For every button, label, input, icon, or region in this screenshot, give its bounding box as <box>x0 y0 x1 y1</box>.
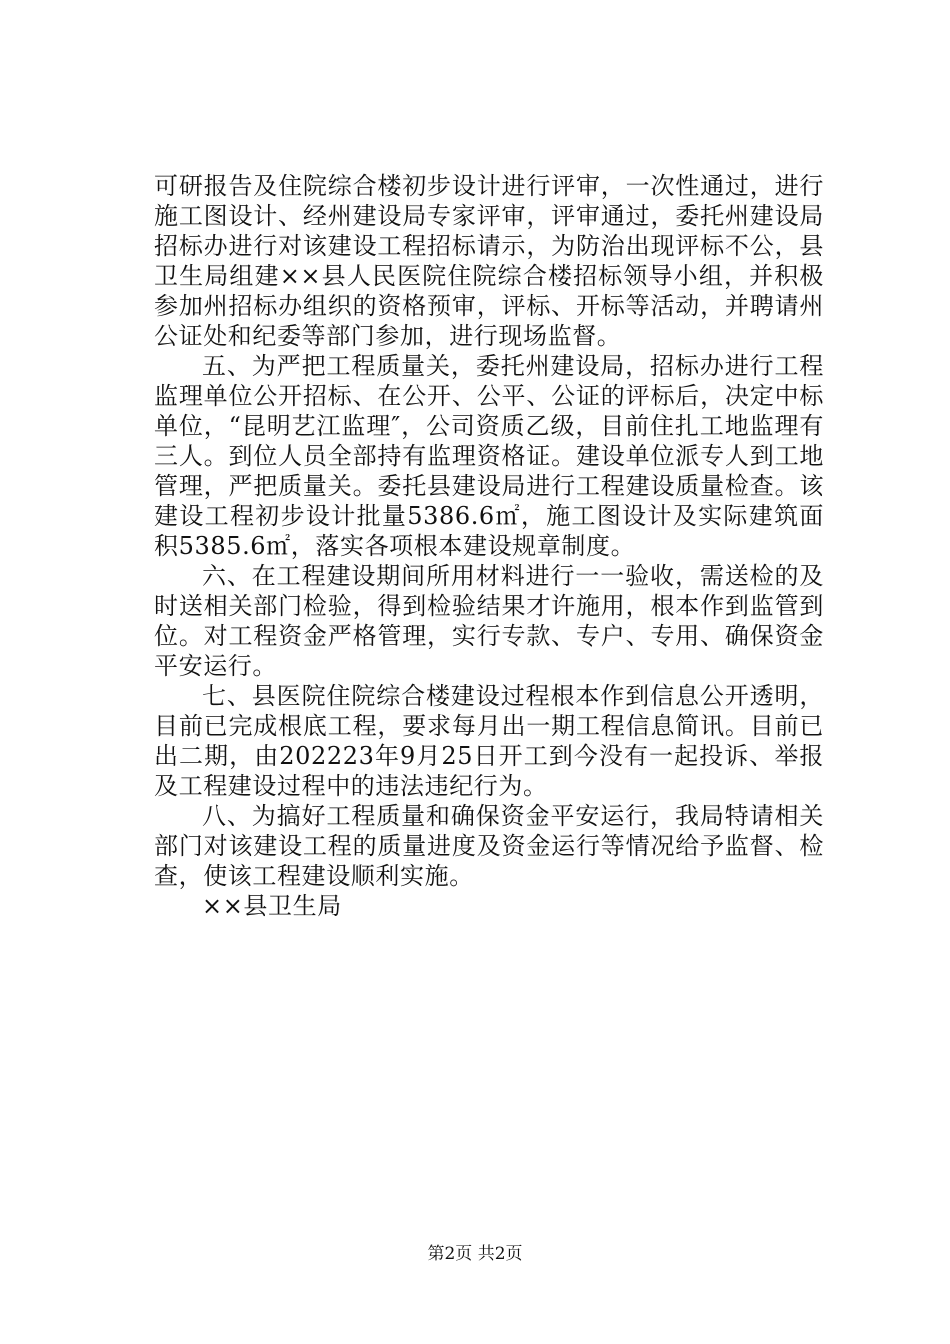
document-body <box>154 171 824 921</box>
paragraph-five-quality: 五、为严把工程质量关，委托州建设局，招标办进行工程监理单位公开招标、在公开、公平、公证的评标后，决定中标单位，“昆明艺江监理″，公司资质乙级，目前住扎工地监理有三人。到位人员全部持有监理资格证。建设单位派专人到工地管理，严把质量关。委托县建设局进行工程建设质量检查。该建设工程初步设计批量5386.6㎡，施工图设计及实际建筑面积5385.6㎡，落实各项根本建设规章制度。 <box>154 352 824 560</box>
paragraph-six-materials: 六、在工程建设期间所用材料进行一一验收，需送检的及时送相关部门检验，得到检验结果才许施用，根本作到监管到位。对工程资金严格管理，实行专款、专户、专用、确保资金平安运行。 <box>154 562 824 680</box>
paragraph-eight-supervision: 八、为搞好工程质量和确保资金平安运行，我局特请相关部门对该建设工程的质量进度及资金运行等情况给予监督、检查，使该工程建设顺利实施。 <box>154 802 824 890</box>
paragraph-seven-transparency: 七、县医院住院综合楼建设过程根本作到信息公开透明，目前已完成根底工程，要求每月出一期工程信息简讯。目前已出二期，由202223年9月25日开工到今没有一起投诉、举报及工程建设过程中的违法违纪行为。 <box>154 682 824 800</box>
signature: ××县卫生局 <box>202 892 342 920</box>
paragraph-review: 可研报告及住院综合楼初步设计进行评审，一次性通过，进行施工图设计、经州建设局专家评审，评审通过，委托州建设局招标办进行对该建设工程招标请示，为防治出现评标不公，县卫生局组建××县人民医院住院综合楼招标领导小组，并积极参加州招标办组织的资格预审，评标、开标等活动，并聘请州公证处和纪委等部门参加，进行现场监督。 <box>154 172 824 350</box>
page-footer: 第2页 共2页 <box>427 1244 523 1264</box>
